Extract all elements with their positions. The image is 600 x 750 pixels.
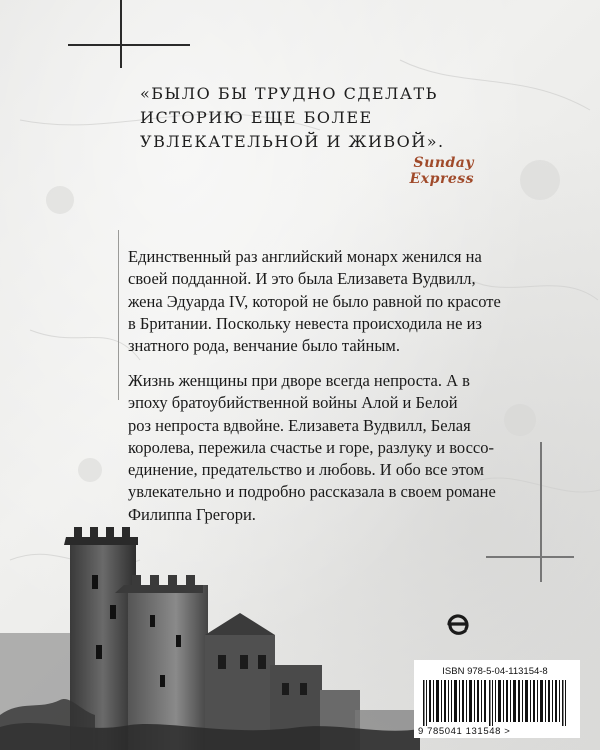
text-line: жена Эдуарда IV, которой не было равной по красоте (128, 291, 501, 311)
description-paragraph-1 (128, 246, 501, 357)
cross-line-horizontal-top (68, 44, 190, 46)
castle-tower-round (115, 575, 208, 750)
quote-line: «БЫЛО БЫ ТРУДНО СДЕЛАТЬ (140, 84, 438, 103)
text-line: эпоху братоубийственной войны Алой и Белой (128, 393, 458, 413)
text-line: Жизнь женщины при дворе всегда непроста. А в (128, 371, 470, 390)
text-line: королева, пережила счастье и горе, разлуку и воссо- (128, 437, 494, 457)
text-line: знатного рода, венчание было тайным. (128, 336, 400, 356)
description-paragraph-2 (128, 370, 496, 526)
cross-line-vertical-top (120, 0, 122, 68)
eksmo-e-logo-icon (444, 610, 472, 638)
castle-illustration (0, 515, 420, 750)
quote-line: УВЛЕКАТЕЛЬНОЙ И ЖИВОЙ». (140, 132, 445, 151)
text-line: Единственный раз английский монарх женился на (128, 247, 482, 266)
quote-source: Sunday Express (409, 155, 474, 187)
text-line: своей подданной. И это была Елизавета Вудвилл, (128, 269, 476, 289)
text-line: единение, предательство и любовь. И обо все этом (128, 460, 484, 480)
review-quote (140, 82, 520, 154)
barcode-digits: 9 785041 131548 > (418, 726, 511, 737)
text-line: роз непроста вдвойне. Елизавета Вудвилл, Белая (128, 415, 471, 435)
cross-line-vertical-right (540, 442, 542, 582)
isbn-number: ISBN 978-5-04-113154-8 (442, 666, 548, 677)
cross-line-vertical-left (118, 230, 119, 400)
text-line: Филиппа Грегори. (128, 504, 256, 524)
text-line: в Британии. Поскольку невеста происходила не из (128, 313, 482, 333)
quote-line: ИСТОРИЮ ЕЩЕ БОЛЕЕ (140, 108, 373, 127)
text-line: увлекательно и подробно рассказала в своем романе (128, 482, 496, 502)
cross-line-horizontal-right (486, 556, 574, 558)
barcode-icon (423, 680, 571, 726)
